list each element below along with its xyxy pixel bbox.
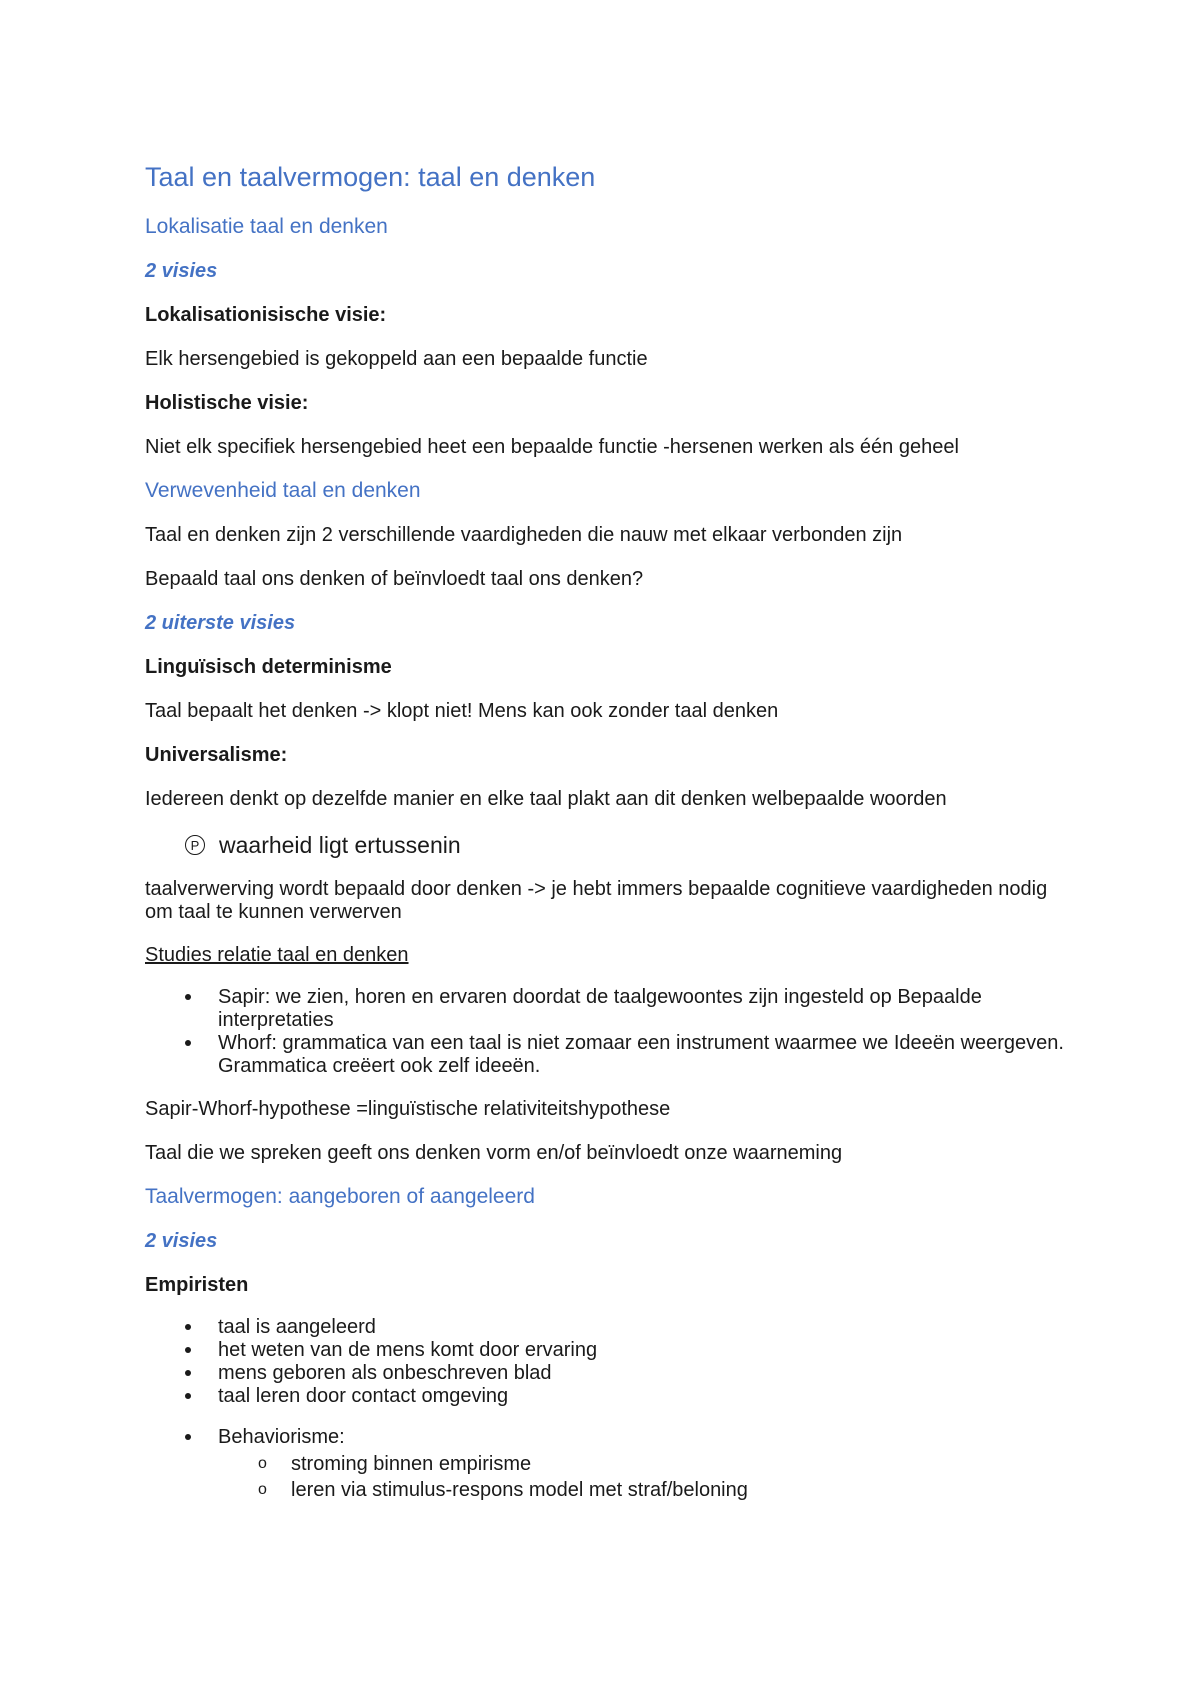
empiristen-list bbox=[145, 1316, 1065, 1408]
heading-verwevenheid: Verwevenheid taal en denken bbox=[145, 479, 421, 502]
label-empiristen: Empiristen bbox=[145, 1274, 249, 1296]
circled-p-icon: P bbox=[185, 835, 205, 855]
text-verwevenheid-2: Bepaald taal ons denken of beïnvloedt taal ons denken? bbox=[145, 568, 644, 590]
text-lokalisationisische: Elk hersengebied is gekoppeld aan een bepaalde functie bbox=[145, 348, 648, 370]
label-holistische: Holistische visie: bbox=[145, 392, 309, 414]
label-universalisme: Universalisme: bbox=[145, 744, 288, 766]
heading-taalvermogen: Taalvermogen: aangeboren of aangeleerd bbox=[145, 1185, 535, 1208]
subheading-visies: 2 visies bbox=[145, 260, 218, 282]
list-item-behaviorisme bbox=[145, 1426, 1065, 1503]
text-waarneming: Taal die we spreken geeft ons denken vorm en/of beïnvloedt onze waarneming bbox=[145, 1142, 843, 1164]
text-holistische: Niet elk specifiek hersengebied heet een bepaalde functie -hersenen werken als één geheel bbox=[145, 436, 959, 458]
text-verwevenheid-1: Taal en denken zijn 2 verschillende vaardigheden die nauw met elkaar verbonden zijn bbox=[145, 524, 903, 546]
text-taalverwerving: taalverwerving wordt bepaald door denken -> je hebt immers bepaalde cognitieve vaardigheden nodig om taal te kunnen verwerven bbox=[145, 878, 1048, 923]
subheading-visies-2: 2 visies bbox=[145, 1230, 218, 1252]
heading-lokalisatie: Lokalisatie taal en denken bbox=[145, 215, 388, 238]
conclusion-line bbox=[185, 830, 1065, 860]
list-item: het weten van de mens komt door ervaring bbox=[145, 1339, 1065, 1362]
list-item: Sapir: we zien, horen en ervaren doordat de taalgewoontes zijn ingesteld op Bepaalde interpretaties bbox=[145, 986, 1065, 1032]
document-content bbox=[145, 160, 1065, 1521]
label-linguisisch: Linguïsisch determinisme bbox=[145, 656, 392, 678]
text-universalisme: Iedereen denkt op dezelfde manier en elke taal plakt aan dit denken welbepaalde woorden bbox=[145, 788, 947, 810]
behaviorisme-sublist bbox=[218, 1451, 1065, 1503]
list-item: mens geboren als onbeschreven blad bbox=[145, 1362, 1065, 1385]
label-studies: Studies relatie taal en denken bbox=[145, 944, 409, 966]
studies-list bbox=[145, 986, 1065, 1078]
document-title: Taal en taalvermogen: taal en denken bbox=[145, 162, 596, 192]
label-lokalisationisische: Lokalisationisische visie: bbox=[145, 304, 387, 326]
text-linguisisch: Taal bepaalt het denken -> klopt niet! Mens kan ook zonder taal denken bbox=[145, 700, 779, 722]
behaviorisme-list bbox=[145, 1426, 1065, 1503]
subheading-uiterste-visies: 2 uiterste visies bbox=[145, 612, 296, 634]
list-item: taal leren door contact omgeving bbox=[145, 1385, 1065, 1408]
sublist-item: o stroming binnen empirisme bbox=[218, 1451, 1065, 1477]
conclusion-text: waarheid ligt ertussenin bbox=[219, 832, 461, 858]
text-hypothese: Sapir-Whorf-hypothese =linguïstische relativiteitshypothese bbox=[145, 1098, 671, 1120]
sublist-item: o leren via stimulus-respons model met straf/beloning bbox=[218, 1477, 1065, 1503]
list-item: taal is aangeleerd bbox=[145, 1316, 1065, 1339]
label-behaviorisme: Behaviorisme: bbox=[218, 1426, 345, 1448]
list-item: Whorf: grammatica van een taal is niet zomaar een instrument waarmee we Ideeën weergeven. Grammatica creëert ook zelf ideeën. bbox=[145, 1032, 1065, 1078]
